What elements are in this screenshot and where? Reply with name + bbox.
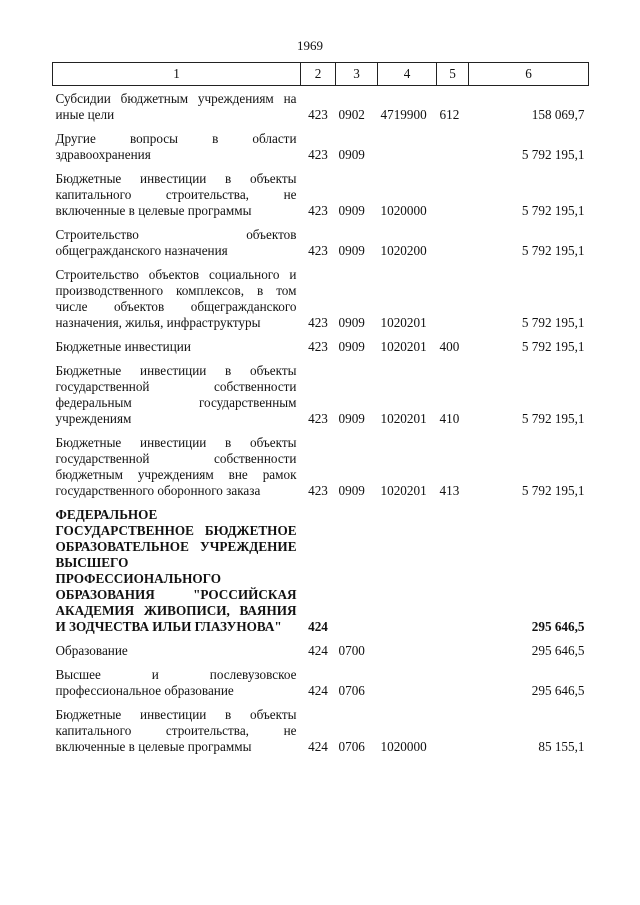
- row-spacer: [53, 699, 589, 707]
- row-amount: 5 792 195,1: [521, 203, 585, 218]
- row-spacer-cell: [53, 219, 589, 227]
- row-spacer-cell: [53, 355, 589, 363]
- row-spacer-cell: [53, 123, 589, 131]
- row-code-expense: 612: [439, 107, 460, 122]
- row-code-section: 0909: [338, 339, 365, 354]
- row-name: Строительство объектов общегражданского назначения: [55, 227, 297, 258]
- row-spacer: [53, 499, 589, 507]
- row-amount: 85 155,1: [538, 739, 585, 754]
- table-row: [53, 363, 589, 427]
- row-code-expense: [437, 131, 469, 163]
- row-code-target: 1020201: [380, 339, 427, 354]
- row-spacer-cell: [53, 259, 589, 267]
- row-code-ministry: 423: [308, 147, 328, 162]
- row-code-ministry: 424: [308, 739, 328, 754]
- row-spacer: [53, 355, 589, 363]
- row-code-section: [336, 507, 378, 635]
- table-row: [53, 227, 589, 259]
- row-code-target: 1020000: [380, 739, 427, 754]
- row-name: Другие вопросы в области здравоохранения: [55, 131, 297, 162]
- table-row: [53, 707, 589, 755]
- row-name: Бюджетные инвестиции: [55, 339, 191, 354]
- row-amount: 5 792 195,1: [521, 483, 585, 498]
- row-name: Высшее и послевузовское профессиональное образование: [55, 667, 297, 698]
- column-header: 6: [469, 63, 589, 86]
- table-row: [53, 267, 589, 331]
- row-code-target: 4719900: [380, 107, 427, 122]
- row-amount: 5 792 195,1: [521, 339, 585, 354]
- row-code-expense: [437, 171, 469, 219]
- page-number: 1969: [297, 38, 323, 53]
- row-code-expense: [437, 667, 469, 699]
- row-amount: 295 646,5: [531, 619, 585, 634]
- row-spacer-cell: [53, 699, 589, 707]
- table-row: [53, 339, 589, 355]
- row-code-expense: 410: [439, 411, 460, 426]
- row-code-section: 0700: [338, 643, 365, 658]
- row-name: Строительство объектов социального и производственного комплексов, в том числе объектов общегражданского назначения, жилья, инфраструктуры: [55, 267, 297, 330]
- row-code-ministry: 424: [308, 619, 328, 634]
- column-header: 4: [378, 63, 437, 86]
- column-header: 3: [336, 63, 378, 86]
- row-code-section: 0909: [338, 483, 365, 498]
- row-code-ministry: 423: [308, 203, 328, 218]
- row-amount: 295 646,5: [531, 643, 585, 658]
- table-row: [53, 171, 589, 219]
- row-spacer: [53, 163, 589, 171]
- row-code-ministry: 423: [308, 243, 328, 258]
- table-header-row: [53, 63, 589, 86]
- row-code-section: 0902: [338, 107, 365, 122]
- row-code-target: 1020201: [380, 483, 427, 498]
- row-spacer-cell: [53, 331, 589, 339]
- row-code-target: [378, 507, 437, 635]
- row-spacer-cell: [53, 659, 589, 667]
- row-spacer: [53, 659, 589, 667]
- row-code-section: 0909: [338, 203, 365, 218]
- table-row: [53, 667, 589, 699]
- column-header: 1: [53, 63, 301, 86]
- row-code-expense: 400: [439, 339, 460, 354]
- row-spacer: [53, 259, 589, 267]
- row-spacer-cell: [53, 499, 589, 507]
- row-code-section: 0706: [338, 739, 365, 754]
- row-code-target: 1020200: [380, 243, 427, 258]
- row-amount: 295 646,5: [531, 683, 585, 698]
- row-code-ministry: 423: [308, 107, 328, 122]
- budget-table: [52, 62, 589, 755]
- table-body: [53, 86, 589, 756]
- row-code-expense: [437, 643, 469, 659]
- row-code-ministry: 423: [308, 483, 328, 498]
- row-code-target: [378, 643, 437, 659]
- row-code-section: 0706: [338, 683, 365, 698]
- row-amount: 158 069,7: [531, 107, 585, 122]
- row-code-target: 1020000: [380, 203, 427, 218]
- column-header: 2: [301, 63, 336, 86]
- row-amount: 5 792 195,1: [521, 315, 585, 330]
- row-name: Бюджетные инвестиции в объекты государственной собственности федеральным государственным учреждениям: [55, 363, 297, 426]
- column-header: 5: [437, 63, 469, 86]
- row-code-section: 0909: [338, 411, 365, 426]
- row-code-section: 0909: [338, 147, 365, 162]
- row-spacer: [53, 123, 589, 131]
- row-amount: 5 792 195,1: [521, 147, 585, 162]
- row-code-expense: [437, 227, 469, 259]
- row-code-target: 1020201: [380, 315, 427, 330]
- row-code-expense: [437, 507, 469, 635]
- row-spacer-cell: [53, 427, 589, 435]
- row-spacer: [53, 427, 589, 435]
- row-code-ministry: 423: [308, 411, 328, 426]
- table-row: [53, 507, 589, 635]
- table-row: [53, 643, 589, 659]
- row-amount: 5 792 195,1: [521, 243, 585, 258]
- row-name: Бюджетные инвестиции в объекты капитального строительства, не включенные в целевые программы: [55, 707, 297, 754]
- row-spacer-cell: [53, 163, 589, 171]
- row-code-expense: [437, 707, 469, 755]
- row-code-section: 0909: [338, 315, 365, 330]
- row-spacer-cell: [53, 635, 589, 643]
- row-spacer: [53, 635, 589, 643]
- row-spacer: [53, 331, 589, 339]
- row-spacer: [53, 219, 589, 227]
- row-name: Бюджетные инвестиции в объекты капитального строительства, не включенные в целевые программы: [55, 171, 297, 218]
- row-code-expense: 413: [439, 483, 460, 498]
- row-code-ministry: 424: [308, 683, 328, 698]
- row-name: Субсидии бюджетным учреждениям на иные цели: [55, 91, 297, 122]
- row-name: Бюджетные инвестиции в объекты государственной собственности бюджетным учреждениям вне рамок государственного оборонного заказа: [55, 435, 297, 498]
- row-code-section: 0909: [338, 243, 365, 258]
- row-code-ministry: 423: [308, 315, 328, 330]
- row-code-target: [378, 131, 437, 163]
- row-code-ministry: 423: [308, 339, 328, 354]
- row-code-target: 1020201: [380, 411, 427, 426]
- row-code-target: [378, 667, 437, 699]
- row-name: Образование: [55, 643, 128, 658]
- row-name: ФЕДЕРАЛЬНОЕ ГОСУДАРСТВЕННОЕ БЮДЖЕТНОЕ ОБРАЗОВАТЕЛЬНОЕ УЧРЕЖДЕНИЕ ВЫСШЕГО ПРОФЕССИОНАЛЬНОГО ОБРАЗОВАНИЯ "РОССИЙСКАЯ АКАДЕМИЯ ЖИВОПИСИ, ВАЯНИЯ И ЗОДЧЕСТВА ИЛЬИ ГЛАЗУНОВА": [55, 507, 297, 634]
- row-code-ministry: 424: [308, 643, 328, 658]
- table-row: [53, 86, 589, 124]
- row-code-expense: [437, 267, 469, 331]
- table-row: [53, 131, 589, 163]
- row-amount: 5 792 195,1: [521, 411, 585, 426]
- table-row: [53, 435, 589, 499]
